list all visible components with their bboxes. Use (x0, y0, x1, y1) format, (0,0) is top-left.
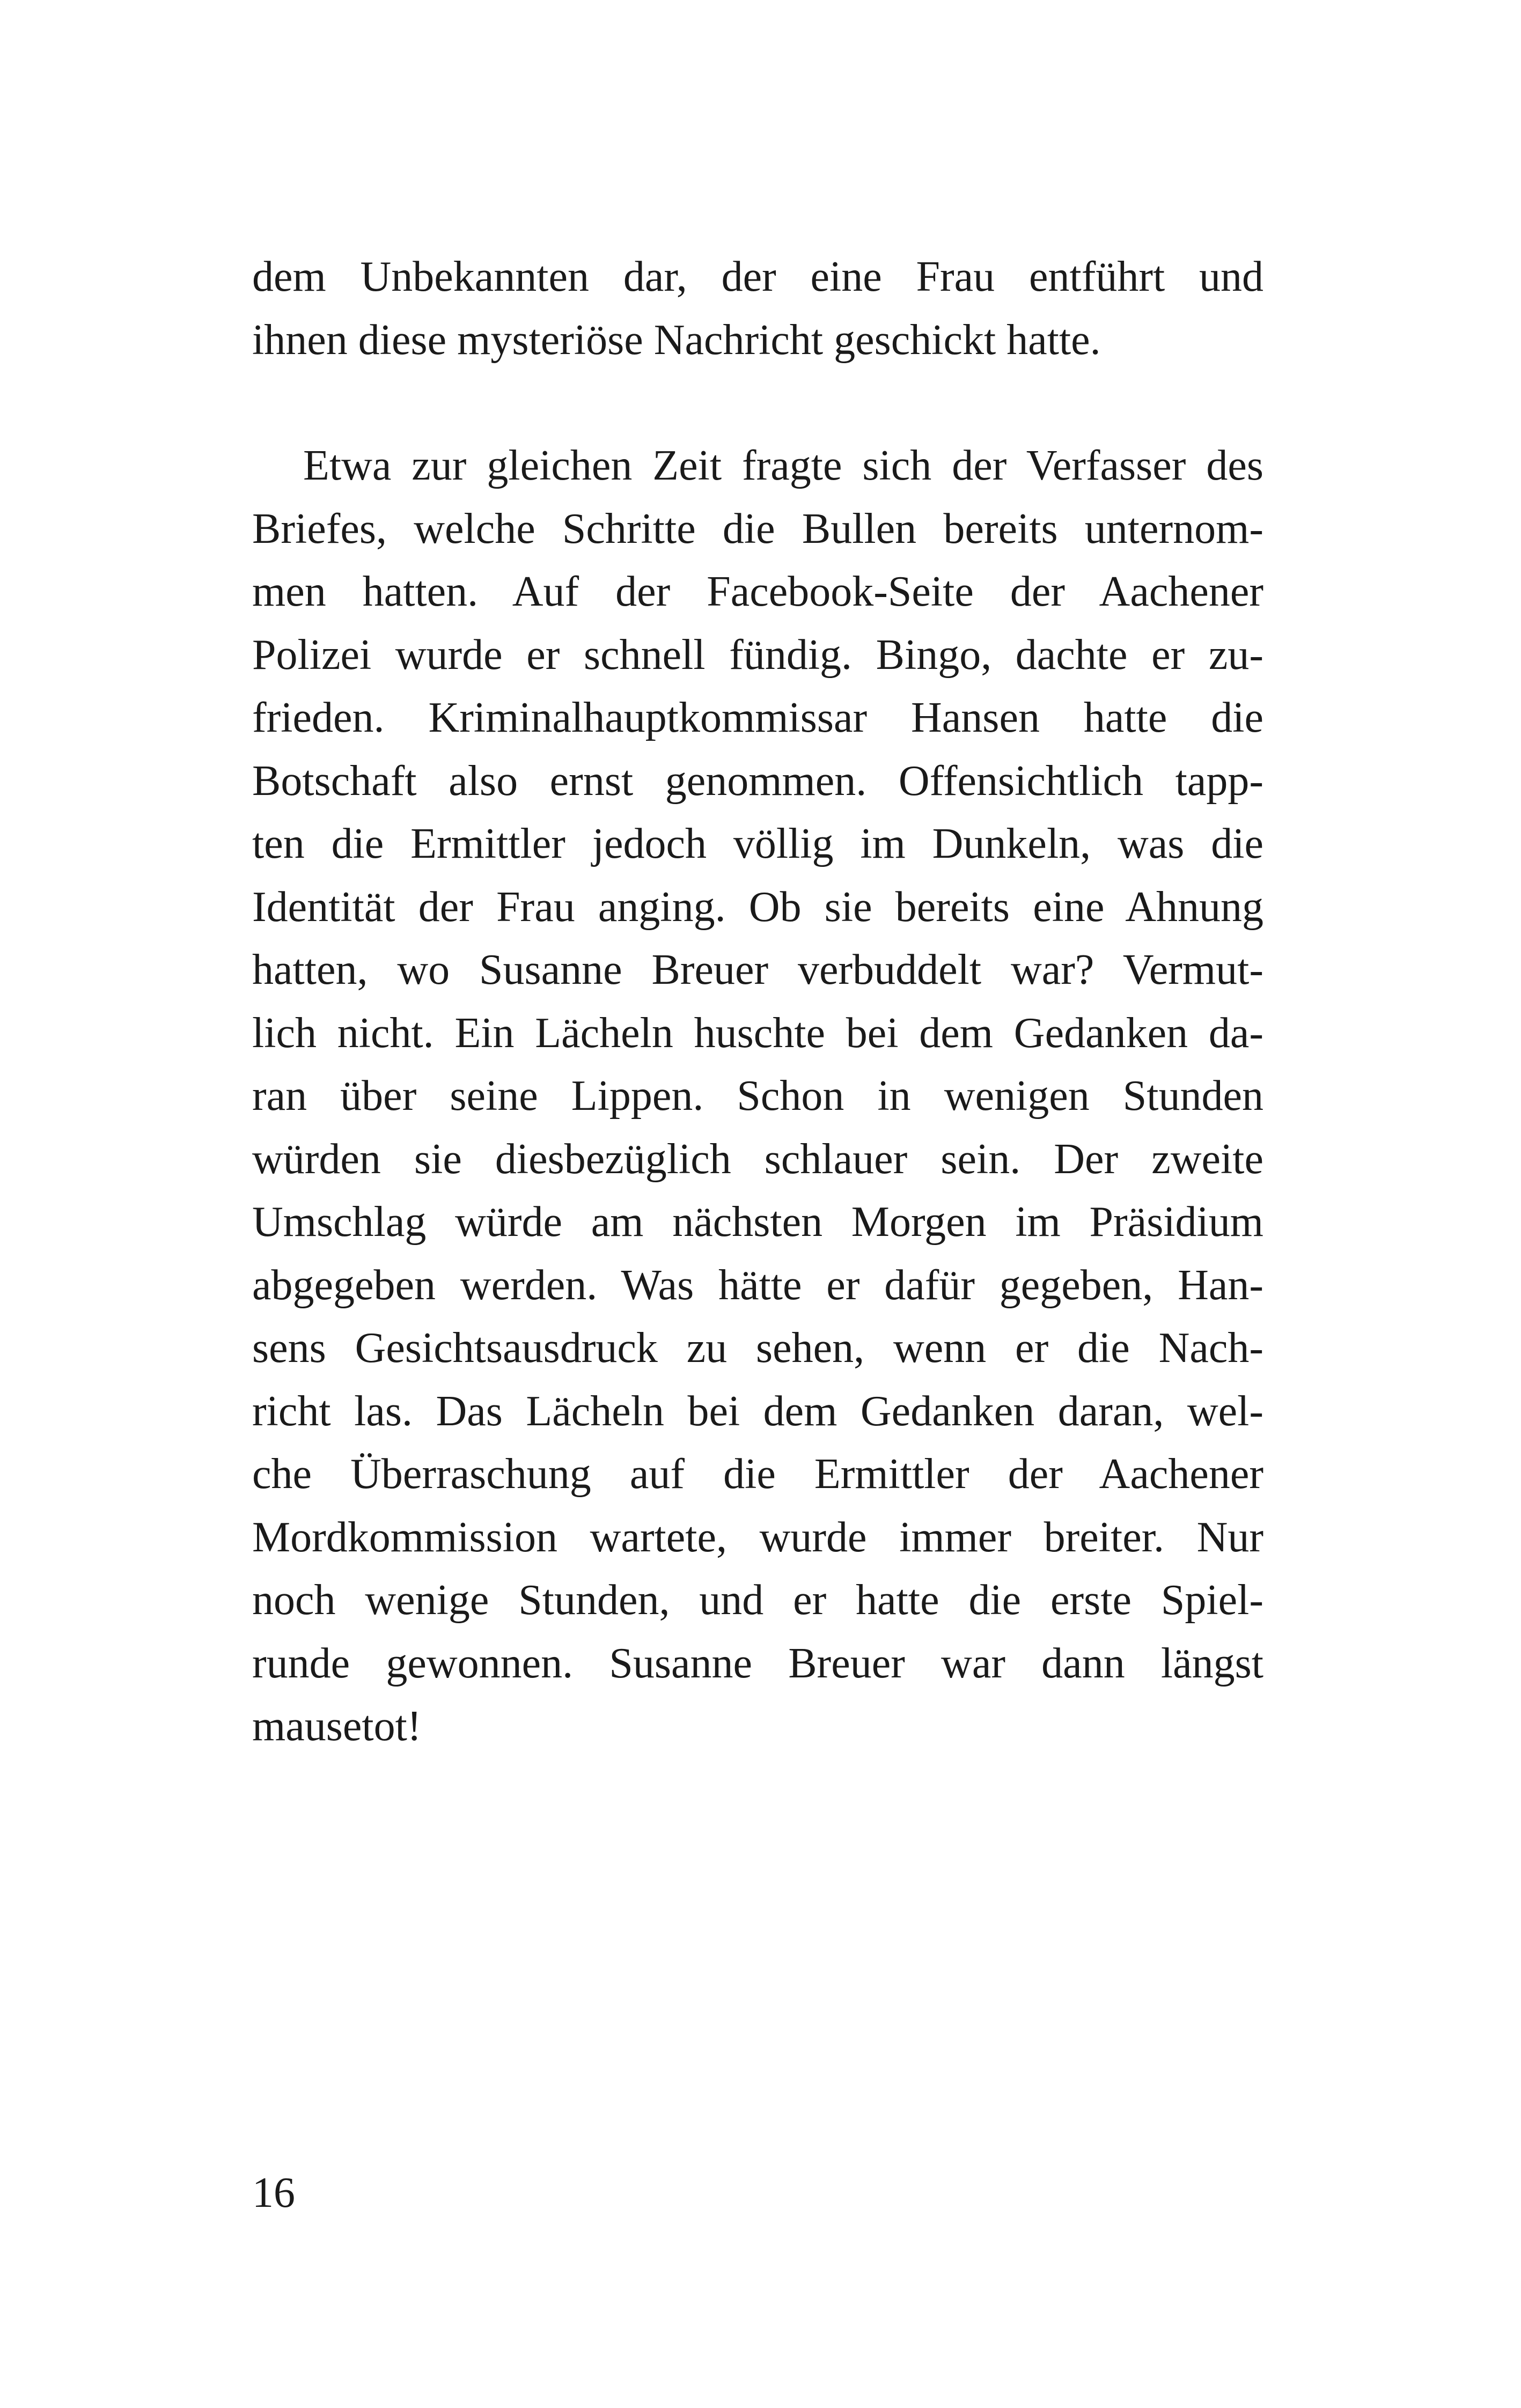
text-line: ihnen diese mysteriöse Nachricht geschickt hatte. (252, 316, 1101, 364)
text-line: Briefes, welche Schritte die Bullen bereits unternom- (252, 505, 1263, 553)
text-line: Mordkommission wartete, wurde immer breiter. Nur (252, 1513, 1263, 1561)
text-line: sens Gesichtsausdruck zu sehen, wenn er die Nach- (252, 1324, 1263, 1372)
text-line: che Überraschung auf die Ermittler der Aachener (252, 1450, 1263, 1498)
text-line: richt las. Das Lächeln bei dem Gedanken daran, wel- (252, 1387, 1263, 1435)
text-line: frieden. Kriminalhauptkommissar Hansen hatte die (252, 694, 1263, 741)
paragraph-continuation (252, 246, 1263, 372)
text-line: noch wenige Stunden, und er hatte die erste Spiel- (252, 1577, 1263, 1624)
text-line: Identität der Frau anging. Ob sie bereits eine Ahnung (252, 883, 1263, 931)
text-line: hatten, wo Susanne Breuer verbuddelt war? Vermut- (252, 946, 1263, 993)
text-line: abgegeben werden. Was hätte er dafür gegeben, Han- (252, 1261, 1263, 1309)
text-line: men hatten. Auf der Facebook-Seite der Aachener (252, 568, 1263, 615)
text-line: ten die Ermittler jedoch völlig im Dunkeln, was die (252, 820, 1263, 867)
text-line: würden sie diesbezüglich schlauer sein. Der zweite (252, 1135, 1263, 1183)
text-line: runde gewonnen. Susanne Breuer war dann längst (252, 1639, 1263, 1687)
paragraph-main (252, 435, 1263, 1758)
text-line: Umschlag würde am nächsten Morgen im Präsidium (252, 1198, 1263, 1246)
text-line: mausetot! (252, 1703, 422, 1750)
text-line: Polizei wurde er schnell fündig. Bingo, dachte er zu- (252, 631, 1263, 679)
text-line: ran über seine Lippen. Schon in wenigen Stunden (252, 1072, 1263, 1120)
text-line: dem Unbekannten dar, der eine Frau entführt und (252, 253, 1263, 300)
text-line: Botschaft also ernst genommen. Offensichtlich tapp- (252, 757, 1263, 805)
text-line: Etwa zur gleichen Zeit fragte sich der Verfasser des (303, 442, 1263, 489)
page-number: 16 (252, 2169, 295, 2216)
text-line: lich nicht. Ein Lächeln huschte bei dem Gedanken da- (252, 1009, 1263, 1057)
